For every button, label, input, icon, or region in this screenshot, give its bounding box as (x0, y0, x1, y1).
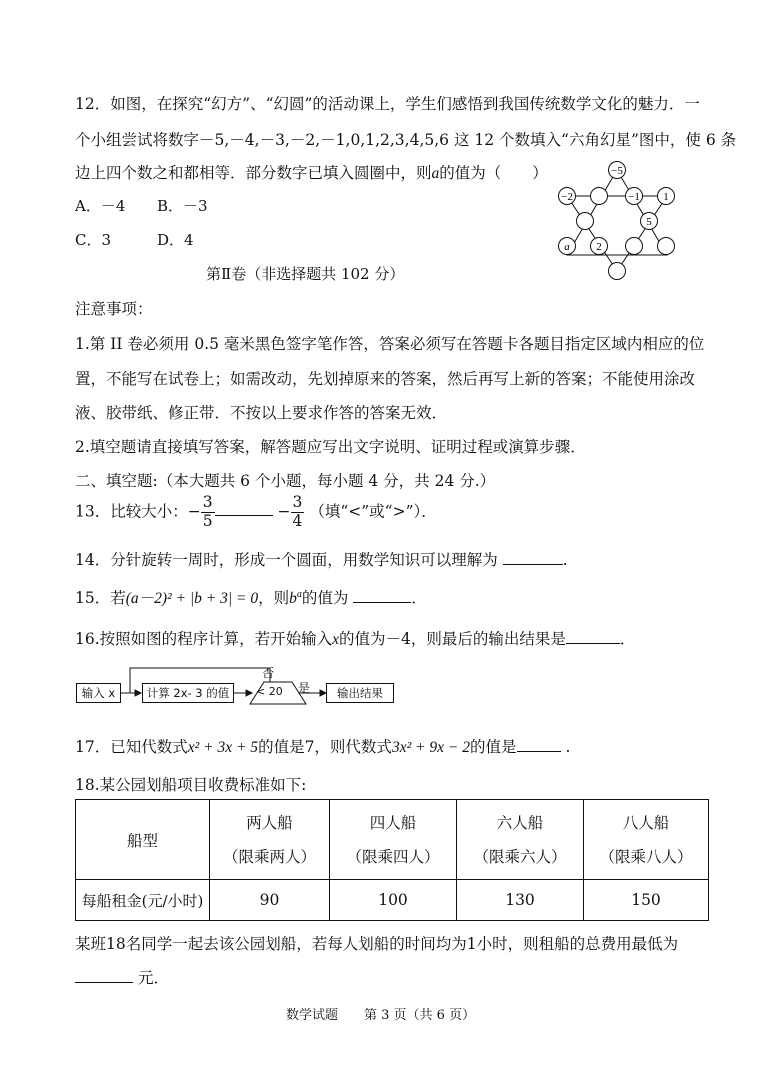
q16-end: ． (619, 630, 636, 648)
q13-suffix: （填“<”或“>”）． (309, 502, 437, 521)
q17-b: 的值是7，则代数式 (258, 738, 392, 756)
q15-expression: (a－2)² + |b + 3| = 0 (125, 590, 259, 607)
table-cell-price: 90 (210, 880, 330, 921)
q12-line1: 12．如图，在探究“幻方”、“幻圆”的活动课上，学生们感悟到我国传统数学文化的魅力．一 (75, 95, 700, 113)
notes-heading: 注意事项： (75, 300, 153, 318)
q12-line2: 个小组尝试将数字－5,－4,－3,－2,－1,0,1,2,3,4,5,6 这 12 个数填入“六角幻星”图中，使 6 条 (75, 131, 737, 149)
q17 (75, 735, 570, 757)
q16 (75, 627, 635, 649)
q17-expr2: 3x² + 9x − 2 (391, 739, 471, 756)
star-label-top: −5 (611, 165, 623, 177)
q14 (75, 548, 568, 570)
q13: 13．比较大小：− $\frac{3}{5}$ − $\frac{3}{4}$ （填“<”或“>”）． (75, 493, 437, 530)
q17-c: 的值是 (470, 738, 517, 756)
q15-end: ． (411, 589, 427, 607)
q15-power-base: b (289, 590, 297, 607)
q17-expr1: x² + 3x + 5 (187, 739, 259, 756)
boat-name: 四人船 (369, 813, 417, 832)
table-header-label: 船型 (76, 800, 210, 880)
q12-option-a: A．－4 (75, 197, 126, 215)
flow-calc-box: 计算 2x- 3 的值 (142, 683, 234, 703)
note-1-line1: 1.第 II 卷必须用 0.5 毫米黑色签字笔作答，答案必须写在答题卡各题目指定区域内相应的位 (75, 335, 705, 353)
note-1-line3: 液、胶带纸、修正带．不按以上要求作答的答案无效． (75, 404, 448, 422)
q17-blank (517, 737, 561, 752)
flow-input-box: 输入 x (76, 683, 121, 703)
note-2: 2.填空题请直接填写答案，解答题应写出文字说明、证明过程或演算步骤． (75, 438, 586, 456)
q12-option-b: B．－3 (157, 197, 208, 215)
q16-blank (566, 629, 620, 644)
q15-mid: ，则 (258, 589, 290, 607)
table-cell-price: 150 (584, 880, 709, 921)
star-label-left: −2 (561, 191, 573, 203)
table-cell-price: 100 (330, 880, 457, 921)
six-pointed-star-figure (555, 158, 680, 283)
q13-blank (215, 501, 273, 516)
boat-limit: （限乘八人） (599, 847, 693, 866)
table-row (76, 880, 709, 921)
q18-intro: 18.某公园划船项目收费标准如下: (75, 776, 307, 794)
table-header-cell (330, 800, 457, 880)
section-title: 第Ⅱ卷（非选择题共 102 分） (206, 265, 405, 283)
q17-end: . (565, 738, 571, 756)
q13-fraction-2 (291, 494, 305, 531)
q18-follow-line2 (75, 966, 169, 988)
q13-f1-num: 3 (202, 493, 213, 511)
q16-text-b: 的值为－4，则最后的输出结果是 (339, 630, 566, 648)
q12-option-c: C．3 (75, 231, 112, 249)
q14-text: 14．分针旋转一周时，形成一个圆面，用数学知识可以理解为 (75, 551, 498, 569)
q14-end: . (562, 551, 568, 569)
q18-follow-line1: 某班18名同学一起去该公园划船，若每人划船的时间均为1小时，则租船的总费用最低为 (75, 935, 679, 953)
q13-prefix: 13．比较大小： (75, 502, 188, 521)
q12-line3-text: 边上四个数之和都相等．部分数字已填入圆圈中，则 (75, 164, 432, 182)
q16-var: x (332, 631, 340, 648)
q14-blank (503, 550, 563, 565)
q16-text-a: 16.按照如图的程序计算，若开始输入 (75, 630, 333, 648)
q15-power-exp: a (296, 588, 302, 600)
q12-line3-tail: 的值为（ ） (439, 164, 548, 182)
table-row-label: 每船租金(元/小时) (76, 880, 210, 921)
q15-blank (353, 588, 411, 603)
star-label-inner: 5 (646, 216, 652, 228)
q15 (75, 586, 427, 608)
q13-f1-den: 5 (202, 511, 213, 530)
table-header-cell (584, 800, 709, 880)
flow-output-box: 输出结果 (326, 683, 394, 703)
table-header-cell (210, 800, 330, 880)
flow-condition: < 20 (256, 685, 283, 698)
boat-name: 两人船 (246, 813, 293, 832)
table-cell-price: 130 (457, 880, 584, 921)
boat-limit: （限乘两人） (222, 847, 316, 866)
q18-blank (75, 968, 133, 983)
q13-f2-den: 4 (292, 511, 303, 530)
star-label-right: 1 (663, 191, 669, 203)
q13-fraction-1 (201, 494, 215, 531)
star-label-mid: −1 (628, 191, 640, 203)
boat-limit: （限乘四人） (346, 847, 440, 866)
page-footer: 数学试题 第 3 页（共 6 页） (286, 1008, 476, 1023)
q15-prefix: 15．若 (75, 589, 126, 607)
note-1-line2: 置，不能写在试卷上；如需改动，先划掉原来的答案，然后再写上新的答案；不能使用涂改 (75, 370, 696, 388)
boat-name: 八人船 (622, 813, 670, 832)
q12-line3 (75, 161, 548, 183)
table-header-row (76, 800, 709, 880)
q12-option-d: D．4 (157, 231, 194, 249)
q13-f2-num: 3 (292, 493, 303, 511)
flow-no-label: 否 (262, 666, 275, 680)
boat-name: 六人船 (496, 813, 544, 832)
table-header-cell (457, 800, 584, 880)
part2-heading: 二、填空题:（本大题共 6 个小题，每小题 4 分，共 24 分.） (75, 472, 496, 490)
star-label-a: a (564, 241, 570, 253)
q15-suffix: 的值为 (301, 589, 349, 607)
star-label-bottom: 2 (596, 241, 602, 253)
boat-fee-table (75, 799, 709, 921)
q18-unit: 元． (137, 969, 169, 987)
boat-limit: （限乘六人） (473, 847, 567, 866)
flow-yes-label: 是 (298, 681, 311, 695)
q12-var-a: a (431, 165, 440, 182)
q17-a: 17．已知代数式 (75, 738, 188, 756)
